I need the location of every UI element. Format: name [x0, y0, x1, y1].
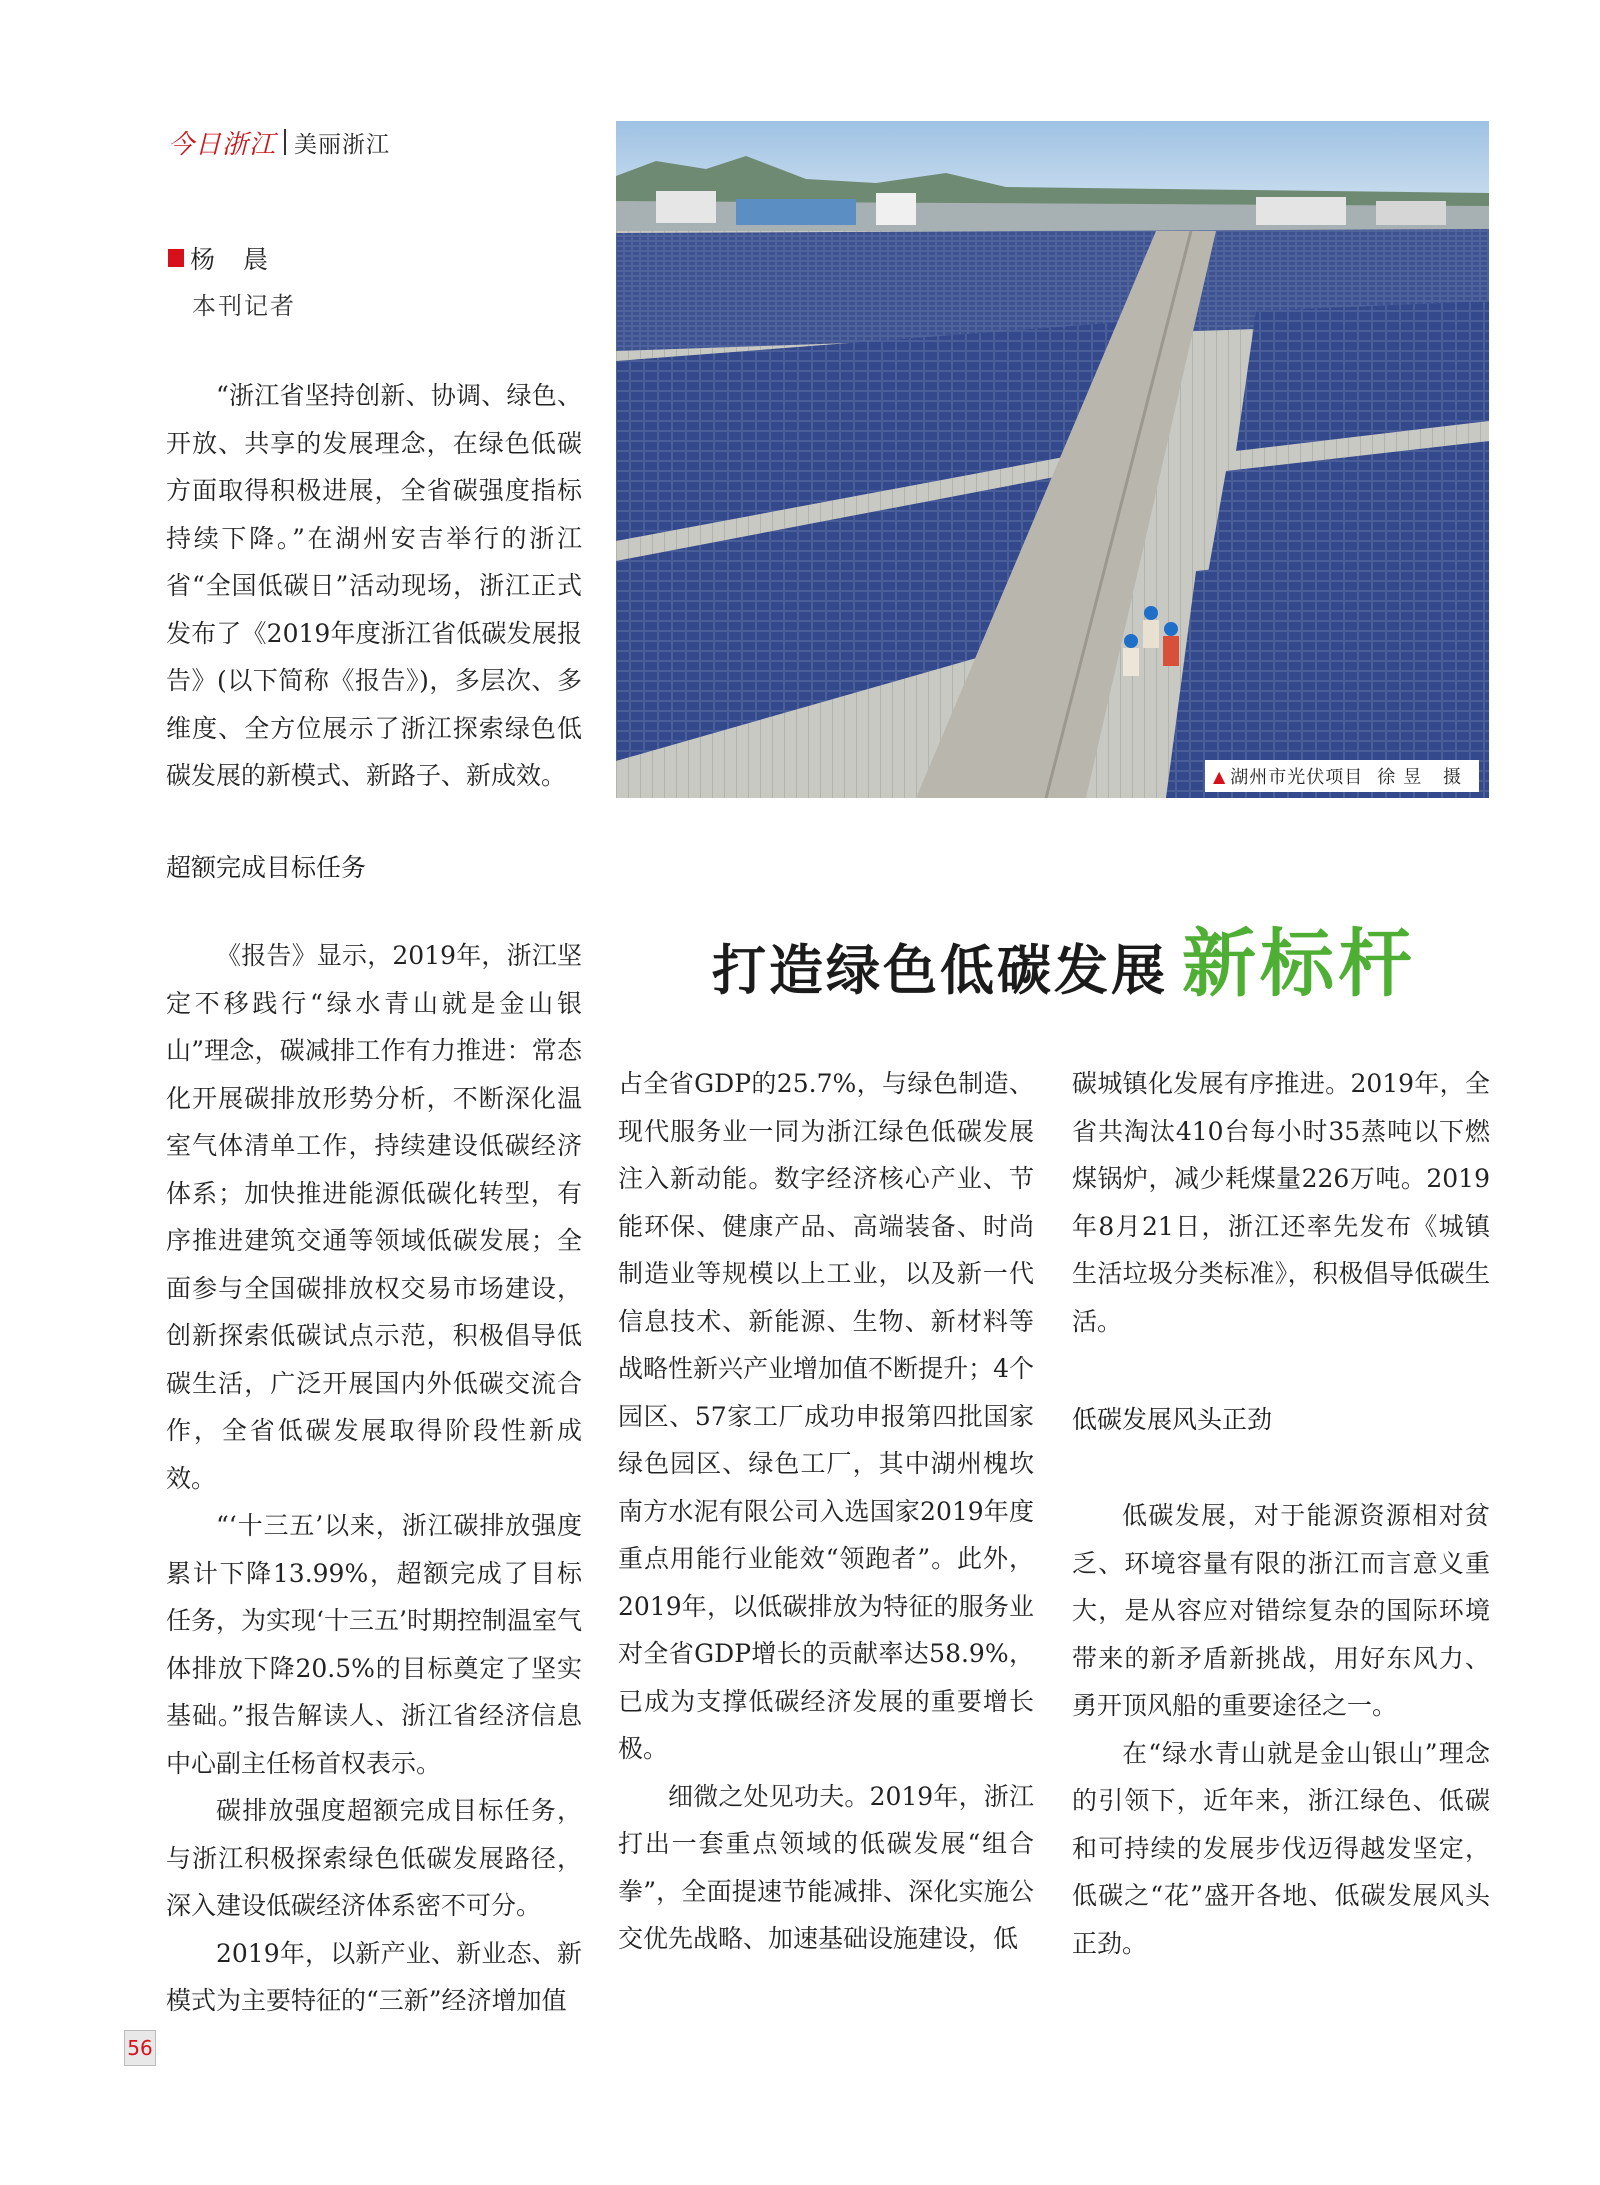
column-3-body — [1072, 1492, 1490, 1967]
solar-panel-photo — [616, 121, 1489, 798]
header-divider — [284, 129, 286, 155]
title-accent: 新标杆 — [1182, 921, 1416, 1007]
photo-caption — [1205, 760, 1479, 792]
article-title — [712, 905, 1416, 1011]
subheading: 低碳发展风头正劲 — [1072, 1405, 1273, 1434]
photo-credit: 徐昱 摄 — [1377, 767, 1469, 788]
page-header — [168, 124, 390, 160]
paragraph: 占全省GDP的25.7%，与绿色制造、现代服务业一同为浙江绿色低碳发展注入新动能。数字经济核心产业、节能环保、健康产品、高端装备、时尚制造业等规模以上工业，以及新一代信息技术、新能源、生物、新材料等战略性新兴产业增加值不断提升；4个园区、57家工厂成功申报第四批国家绿色园区、绿色工厂，其中湖州槐坎南方水泥有限公司入选国家2019年度重点用能行业能效“领跑者”。此外，2019年，以低碳排放为特征的服务业对全省GDP增长的贡献率达58.9%，已成为支撑低碳经济发展的重要增长极。 — [618, 1069, 1034, 1763]
paragraph: 在“绿水青山就是金山银山”理念的引领下，近年来，浙江绿色、低碳和可持续的发展步伐迈得越发坚定，低碳之“花”盛开各地、低碳发展风头正劲。 — [1072, 1738, 1490, 1958]
triangle-icon: ▲ — [1212, 766, 1227, 786]
title-main: 打造绿色低碳发展 — [712, 938, 1168, 1002]
column-3 — [1072, 1060, 1490, 1345]
paragraph: 低碳发展，对于能源资源相对贫乏、环境容量有限的浙江而言意义重大，是从容应对错综复杂的国际环境带来的新矛盾新挑战，用好东风力、勇开顶风船的重要途径之一。 — [1072, 1501, 1490, 1720]
paragraph: 《报告》显示，2019年，浙江坚定不移践行“绿水青山就是金山银山”理念，碳减排工作有力推进：常态化开展碳排放形势分析，不断深化温室气体清单工作，持续建设低碳经济体系；加快推进能源低碳化转型，有序推进建筑交通等领域低碳发展；全面参与全国碳排放权交易市场建设，创新探索低碳试点示范，积极倡导低碳生活，广泛开展国内外低碳交流合作，全省低碳发展取得阶段性新成效。 — [166, 941, 582, 1493]
paragraph: 细微之处见功夫。2019年，浙江打出一套重点领域的低碳发展“组合拳”，全面提速节能减排、深化实施公交优先战略、加速基础设施建设，低 — [618, 1781, 1034, 1953]
byline — [168, 240, 296, 321]
paragraph: 碳排放强度超额完成目标任务，与浙江积极探索绿色低碳发展路径，深入建设低碳经济体系密不可分。 — [166, 1796, 582, 1920]
author-row — [168, 240, 296, 276]
column-2 — [618, 1060, 1034, 1963]
column-1-intro — [166, 372, 582, 800]
magazine-logo: 今日浙江 — [168, 129, 277, 160]
subheading: 超额完成目标任务 — [166, 853, 367, 882]
caption-text: 湖州市光伏项目 — [1230, 767, 1364, 788]
solar-roof-illustration — [616, 121, 1489, 798]
section-label: 美丽浙江 — [294, 131, 391, 158]
page-number: 56 — [124, 2030, 156, 2066]
paragraph: “浙江省坚持创新、协调、绿色、开放、共享的发展理念，在绿色低碳方面取得积极进展，全省碳强度指标持续下降。”在湖州安吉举行的浙江省“全国低碳日”活动现场，浙江正式发布了《2019年度浙江省低碳发展报告》(以下简称《报告》)，多层次、多维度、全方位展示了浙江探索绿色低碳发展的新模式、新路子、新成效。 — [166, 381, 582, 790]
author-role: 本刊记者 — [192, 292, 296, 320]
author-name: 杨 晨 — [190, 245, 278, 274]
paragraph: “‘十三五’以来，浙江碳排放强度累计下降13.99%，超额完成了目标任务，为实现‘十三五’时期控制温室气体排放下降20.5%的目标奠定了坚实基础。”报告解读人、浙江省经济信息中心副主任杨首权表示。 — [166, 1511, 582, 1778]
paragraph: 碳城镇化发展有序推进。2019年，全省共淘汰410台每小时35蒸吨以下燃煤锅炉，减少耗煤量226万吨。2019年8月21日，浙江还率先发布《城镇生活垃圾分类标准》，积极倡导低碳生活。 — [1072, 1069, 1490, 1336]
column-1-body — [166, 932, 582, 2025]
paragraph: 2019年，以新产业、新业态、新模式为主要特征的“三新”经济增加值 — [166, 1938, 582, 2015]
red-square-icon — [168, 249, 184, 267]
